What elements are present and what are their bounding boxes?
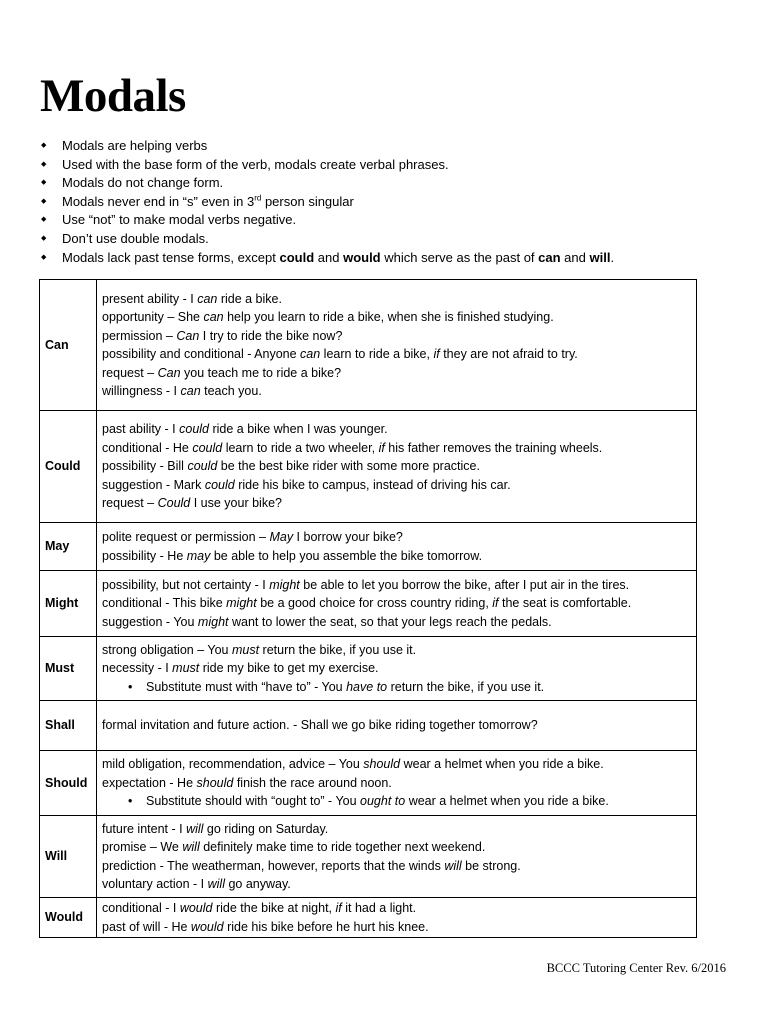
text-run: be strong. — [461, 858, 521, 873]
text-run: Modals never end in “s” even in 3 — [62, 193, 255, 209]
example-modal-verb: will — [186, 821, 204, 836]
text-run: willingness - I — [102, 384, 181, 398]
example-modal-verb: May — [269, 530, 294, 544]
text-run: be the best bike rider with some more practice. — [217, 459, 480, 474]
usage-line — [102, 899, 691, 918]
bold-term: would — [343, 249, 381, 265]
text-run: go riding on Saturday. — [203, 821, 329, 836]
text-run: Use “not” to make modal verbs negative. — [62, 212, 297, 228]
text-run: wear a helmet when you ride a bike. — [405, 794, 609, 809]
modal-row — [40, 751, 697, 816]
usage-line — [102, 755, 691, 774]
text-run: help you learn to ride a bike, when she is finished studying. — [223, 310, 554, 324]
text-run: ride a bike when I was younger. — [209, 422, 388, 437]
modal-row — [40, 701, 697, 751]
rule-bullet — [40, 230, 614, 249]
text-run: be a good choice for cross country riding, — [256, 596, 493, 611]
usage-line — [102, 716, 691, 735]
text-run: possibility and conditional - Anyone — [102, 347, 301, 361]
example-modal-verb: would — [190, 919, 224, 934]
text-run: strong obligation – You — [102, 642, 232, 657]
text-run: ride his bike before he hurt his knee. — [223, 919, 429, 934]
text-run: Modals are helping verbs — [62, 138, 208, 153]
usage-line — [102, 528, 691, 547]
text-run: go anyway. — [224, 877, 291, 891]
text-run: Modals do not change form. — [62, 175, 224, 191]
usage-line — [102, 439, 691, 458]
usage-line — [102, 576, 691, 595]
example-modal-verb: might — [226, 596, 257, 611]
text-run: past ability - I — [102, 422, 180, 437]
text-run: ride my bike to get my exercise. — [199, 661, 379, 676]
modal-uses — [97, 571, 697, 637]
text-run: conditional - I — [102, 901, 180, 915]
usage-line — [102, 641, 691, 660]
example-modal-verb: can — [300, 347, 321, 361]
text-run: conditional - This bike — [102, 596, 227, 611]
text-run: return the bike, if you use it. — [387, 679, 545, 694]
usage-line — [102, 290, 691, 309]
usage-line — [102, 420, 691, 439]
modal-row — [40, 898, 697, 938]
usage-line — [102, 382, 691, 401]
text-run: it had a light. — [341, 901, 417, 915]
text-run: wear a helmet when you ride a bike. — [400, 757, 604, 772]
text-run: prediction - The weatherman, however, reports that the winds — [102, 858, 445, 873]
example-modal-verb: could — [179, 422, 210, 437]
example-modal-verb: should — [363, 757, 401, 772]
usage-line — [102, 875, 691, 894]
text-run: ride a bike. — [217, 291, 282, 306]
example-modal-verb: must — [172, 661, 200, 676]
text-run: learn to ride a two wheeler, — [222, 440, 379, 455]
rule-bullet — [40, 193, 614, 212]
text-run: suggestion - You — [102, 614, 198, 629]
modal-uses — [97, 637, 697, 701]
usage-line — [102, 327, 691, 346]
text-run: promise – We — [102, 840, 183, 854]
text-run: request – — [102, 365, 158, 380]
example-modal-verb: if — [378, 440, 385, 455]
text-run: the seat is comfortable. — [498, 596, 632, 611]
modal-name: Should — [40, 751, 97, 816]
rules-bullet-list — [40, 137, 614, 267]
example-modal-verb: can — [197, 291, 218, 306]
substitution-note — [102, 678, 691, 697]
modal-uses — [97, 411, 697, 523]
footer-credit: BCCC Tutoring Center Rev. 6/2016 — [546, 961, 726, 975]
rule-bullet — [40, 156, 614, 175]
modal-row — [40, 637, 697, 701]
modal-name: Can — [40, 280, 97, 411]
example-modal-verb: Can — [176, 328, 200, 343]
modal-uses — [97, 701, 697, 751]
text-run: Substitute must with “have to” - You — [146, 679, 347, 694]
bold-term: can — [538, 249, 561, 265]
modal-row — [40, 411, 697, 523]
substitution-note — [102, 792, 691, 811]
example-modal-verb: can — [180, 384, 201, 398]
usage-line — [102, 547, 691, 566]
modal-uses — [97, 816, 697, 898]
text-run: permission – — [102, 328, 177, 343]
example-modal-verb: Can — [157, 365, 181, 380]
example-modal-verb: if — [433, 347, 440, 361]
text-run: finish the race around noon. — [233, 775, 392, 790]
text-run: be able to help you assemble the bike tomorrow. — [210, 548, 483, 563]
usage-line — [102, 857, 691, 876]
text-run: you teach me to ride a bike? — [180, 365, 342, 380]
example-modal-verb: if — [335, 901, 342, 915]
modal-uses — [97, 898, 697, 938]
example-modal-verb: would — [179, 901, 213, 915]
text-run: I try to ride the bike now? — [199, 328, 343, 343]
usage-line — [102, 364, 691, 383]
example-modal-verb: could — [187, 459, 218, 474]
text-run: and — [314, 249, 344, 265]
modal-name: Might — [40, 571, 97, 637]
text-run: polite request or permission – — [102, 530, 270, 544]
text-run: be able to let you borrow the bike, after I put air in the tires. — [299, 577, 630, 592]
text-run: possibility, but not certainty - I — [102, 577, 270, 592]
modal-row — [40, 280, 697, 411]
text-run: formal invitation and future action. - Shall we go bike riding together tomorrow? — [102, 718, 538, 733]
text-run: and — [560, 249, 590, 265]
modal-uses — [97, 751, 697, 816]
modals-table — [39, 279, 697, 938]
usage-line — [102, 457, 691, 476]
text-run: I borrow your bike? — [293, 530, 403, 544]
bold-term: will — [589, 249, 611, 265]
example-modal-verb: should — [196, 775, 234, 790]
text-run: mild obligation, recommendation, advice – You — [102, 757, 364, 772]
usage-line — [102, 476, 691, 495]
text-run: ride his bike to campus, instead of driving his car. — [234, 477, 511, 492]
text-run: future intent - I — [102, 821, 187, 836]
rule-bullet — [40, 211, 614, 230]
example-modal-verb: might — [197, 614, 229, 629]
text-run: possibility - He — [102, 548, 187, 563]
example-modal-verb: will — [444, 858, 462, 873]
text-run: request – — [102, 496, 158, 511]
modal-name: Shall — [40, 701, 97, 751]
text-run: present ability - I — [102, 291, 198, 306]
usage-line — [102, 594, 691, 613]
text-run: voluntary action - I — [102, 877, 208, 891]
text-run: person singular — [261, 193, 354, 209]
modal-row — [40, 816, 697, 898]
modal-uses — [97, 523, 697, 571]
rule-bullet — [40, 174, 614, 193]
usage-line — [102, 918, 691, 937]
text-run: return the bike, if you use it. — [259, 642, 417, 657]
usage-line — [102, 494, 691, 513]
modal-name: Must — [40, 637, 97, 701]
example-modal-verb: ought to — [360, 794, 406, 809]
text-run: Used with the base form of the verb, modals create verbal phrases. — [62, 156, 449, 172]
text-run: opportunity – She — [102, 310, 204, 324]
bold-term: could — [279, 249, 315, 265]
example-modal-verb: will — [207, 877, 225, 891]
substitution-text — [128, 794, 609, 808]
text-run: expectation - He — [102, 775, 197, 790]
text-run: . — [610, 249, 615, 265]
example-modal-verb: could — [192, 440, 223, 455]
example-modal-verb: may — [186, 548, 211, 563]
text-run: Substitute should with “ought to” - You — [146, 794, 361, 809]
text-run: rd — [254, 193, 262, 203]
text-run: his father removes the training wheels. — [384, 440, 603, 455]
usage-line — [102, 613, 691, 632]
usage-line — [102, 345, 691, 364]
modal-name: Would — [40, 898, 97, 938]
example-modal-verb: must — [231, 642, 260, 657]
usage-line — [102, 308, 691, 327]
usage-line — [102, 820, 691, 839]
example-modal-verb: will — [182, 840, 200, 854]
text-run: they are not afraid to try. — [439, 347, 578, 361]
modal-row — [40, 571, 697, 637]
text-run: learn to ride a bike, — [320, 347, 434, 361]
example-modal-verb: can — [203, 310, 224, 324]
text-run: ride the bike at night, — [212, 901, 336, 915]
text-run: conditional - He — [102, 440, 193, 455]
text-run: necessity - I — [102, 661, 173, 676]
example-modal-verb: if — [492, 596, 499, 611]
modal-uses — [97, 280, 697, 411]
usage-line — [102, 659, 691, 678]
text-run: definitely make time to ride together next weekend. — [199, 840, 486, 854]
text-run: Don’t use double modals. — [62, 230, 209, 246]
modal-name: May — [40, 523, 97, 571]
text-run: teach you. — [200, 384, 262, 398]
rule-bullet — [40, 249, 614, 268]
example-modal-verb: might — [269, 577, 300, 592]
rule-bullet — [40, 137, 614, 156]
example-modal-verb: Could — [157, 496, 191, 511]
usage-line — [102, 774, 691, 793]
usage-line — [102, 838, 691, 857]
modal-name: Will — [40, 816, 97, 898]
modal-row — [40, 523, 697, 571]
text-run: want to lower the seat, so that your legs reach the pedals. — [228, 614, 552, 629]
example-modal-verb: have to — [346, 679, 388, 694]
text-run: suggestion - Mark — [102, 477, 205, 492]
page-title: Modals — [40, 70, 186, 122]
text-run: possibility - Bill — [102, 459, 188, 474]
substitution-text — [128, 680, 544, 694]
example-modal-verb: could — [204, 477, 235, 492]
text-run: Modals lack past tense forms, except — [62, 249, 280, 265]
text-run: which serve as the past of — [380, 249, 539, 265]
text-run: I use your bike? — [190, 496, 282, 511]
text-run: past of will - He — [102, 919, 191, 934]
modal-name: Could — [40, 411, 97, 523]
